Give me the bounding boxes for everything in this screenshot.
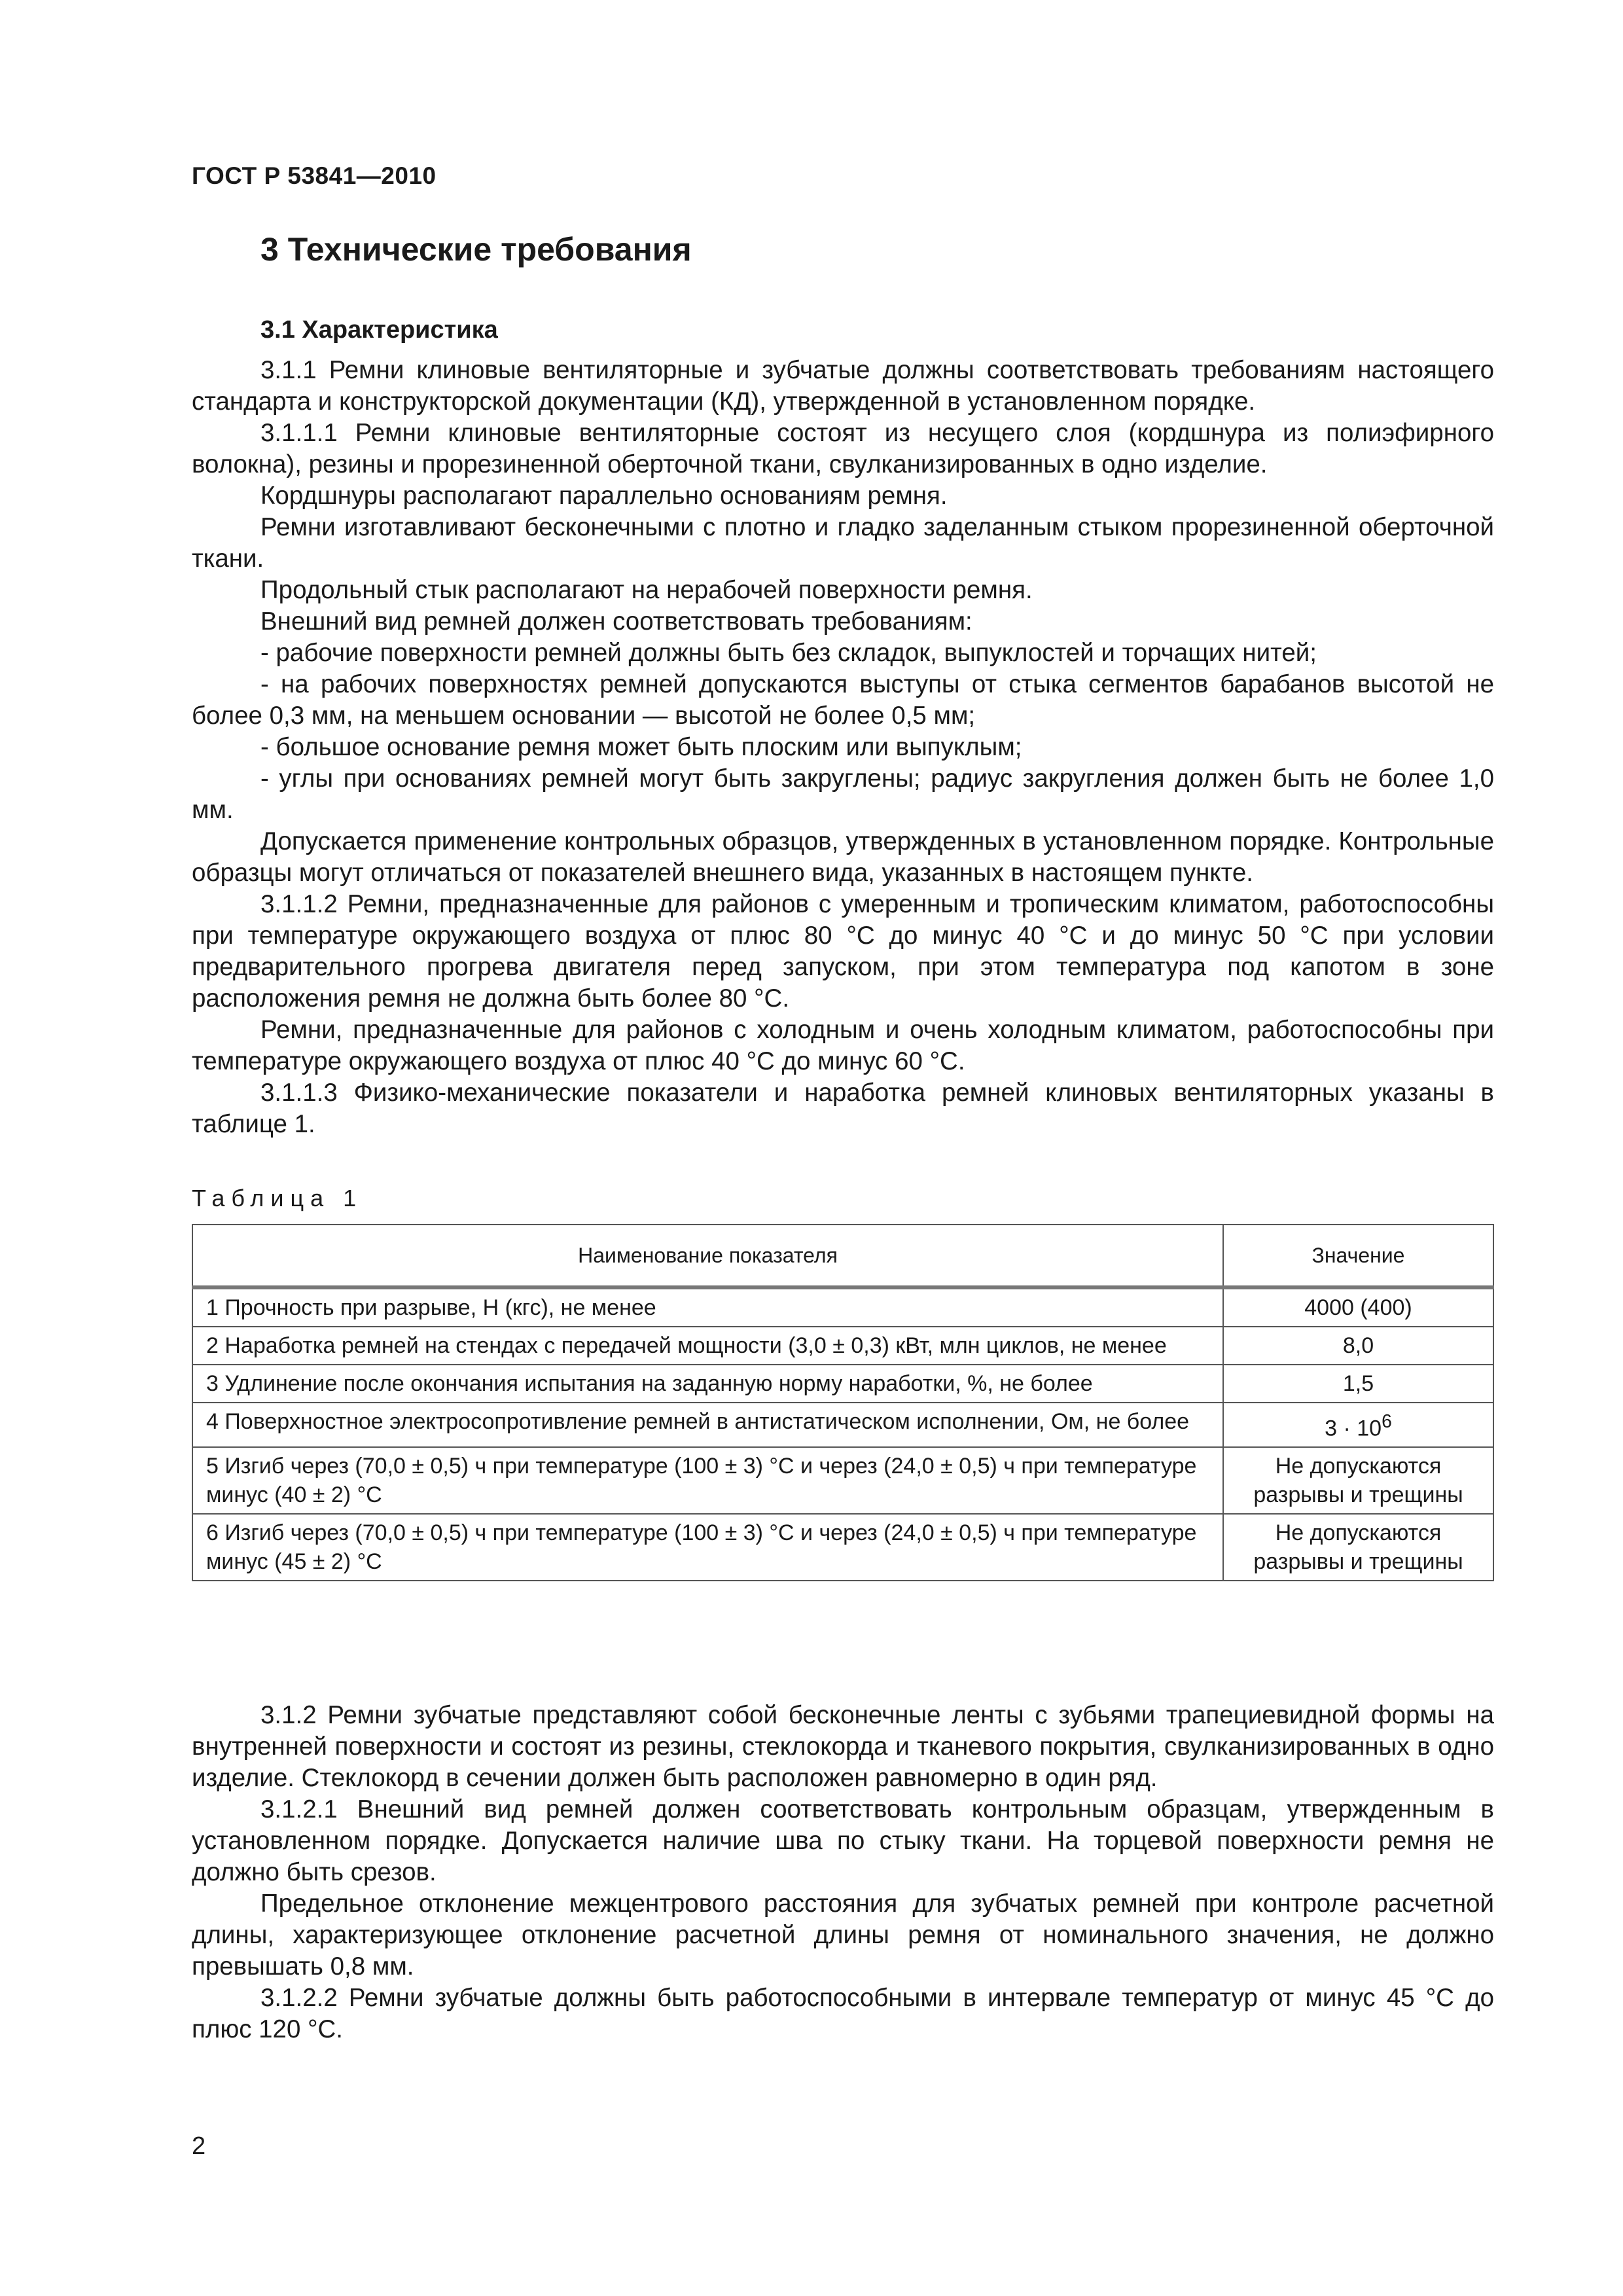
paragraph: Ремни изготавливают бесконечными с плотно и гладко заделанным стыком прорезиненной оберточной ткани. (192, 513, 1494, 573)
page-number: 2 (192, 2132, 206, 2160)
table-row (192, 1514, 1493, 1581)
text-block-bottom (192, 1700, 1494, 2045)
list-item: - большое основание ремня может быть плоским или выпуклым; (260, 733, 1022, 761)
paragraph: Кордшнуры располагают параллельно основаниям ремня. (260, 482, 948, 510)
paragraph: 3.1.1.3 Физико-механические показатели и наработка ремней клиновых вентиляторных указаны в таблице 1. (192, 1079, 1494, 1138)
table-header-row (192, 1225, 1493, 1287)
table-row (192, 1403, 1493, 1447)
table-row (192, 1287, 1493, 1327)
row-value: Не допускаются разрывы и трещины (1223, 1514, 1493, 1581)
table-row (192, 1327, 1493, 1365)
row-name: 2 Наработка ремней на стендах с передачей мощности (3,0 ± 0,3) кВт, млн циклов, не менее (192, 1327, 1223, 1365)
header-name: Наименование показателя (192, 1225, 1223, 1287)
paragraph: 3.1.2 Ремни зубчатые представляют собой бесконечные ленты с зубьями трапециевидной формы на внутренней поверхности и состоят из резины, стеклокорда и тканевого покрытия, свулканизированных в одно изделие. Стеклокорд в сечении должен быть расположен равномерно в один ряд. (192, 1701, 1494, 1792)
table-caption: Таблица 1 (192, 1185, 363, 1211)
data-table (192, 1224, 1494, 1581)
row-name: 6 Изгиб через (70,0 ± 0,5) ч при температуре (100 ± 3) °С и через (24,0 ± 0,5) ч при температуре минус (45 ± 2) °С (192, 1514, 1223, 1581)
list-item: - на рабочих поверхностях ремней допускаются выступы от стыка сегментов барабанов высотой не более 0,3 мм, на меньшем основании — высотой не более 0,5 мм; (192, 670, 1494, 730)
value-base: 3 · 10 (1325, 1416, 1382, 1441)
text-block-top (192, 355, 1494, 1140)
document-code: ГОСТ Р 53841—2010 (192, 162, 437, 189)
row-value: Не допускаются разрывы и трещины (1223, 1447, 1493, 1514)
header-value: Значение (1223, 1225, 1493, 1287)
paragraph: Предельное отклонение межцентрового расстояния для зубчатых ремней при контроле расчетной длины, характеризующее отклонение расчетной длины ремня от номинального значения, не должно превышать 0,8 мм. (192, 1890, 1494, 1981)
table-row (192, 1365, 1493, 1403)
paragraph: Допускается применение контрольных образцов, утвержденных в установленном порядке. Контрольные образцы могут отличаться от показателей внешнего вида, указанных в настоящем пункте. (192, 827, 1494, 887)
row-name: 3 Удлинение после окончания испытания на заданную норму наработки, %, не более (192, 1365, 1223, 1403)
paragraph: Продольный стык располагают на нерабочей поверхности ремня. (260, 576, 1033, 604)
subsection-title: 3.1 Характеристика (260, 316, 498, 344)
row-name: 1 Прочность при разрыве, Н (кгс), не менее (192, 1287, 1223, 1327)
paragraph: 3.1.2.1 Внешний вид ремней должен соответствовать контрольным образцам, утвержденным в установленном порядке. Допускается наличие шва по стыку ткани. На торцевой поверхности ремня не должно быть срезов. (192, 1795, 1494, 1886)
paragraph: 3.1.1.1 Ремни клиновые вентиляторные состоят из несущего слоя (кордшнура из полиэфирного волокна), резины и прорезиненной оберточной ткани, свулканизированных в одно изделие. (192, 419, 1494, 478)
row-value: 4000 (400) (1223, 1287, 1493, 1327)
row-value (1223, 1403, 1493, 1447)
row-name: 4 Поверхностное электросопротивление ремней в антистатическом исполнении, Ом, не более (192, 1403, 1223, 1447)
list-item: - углы при основаниях ремней могут быть закруглены; радиус закругления должен быть не более 1,0 мм. (192, 764, 1494, 824)
paragraph: 3.1.1 Ремни клиновые вентиляторные и зубчатые должны соответствовать требованиям настоящего стандарта и конструкторской документации (КД), утвержденной в установленном порядке. (192, 356, 1494, 416)
paragraph: 3.1.2.2 Ремни зубчатые должны быть работоспособными в интервале температур от минус 45 °С до плюс 120 °С. (192, 1984, 1494, 2043)
paragraph: Ремни, предназначенные для районов с холодным и очень холодным климатом, работоспособны при температуре окружающего воздуха от плюс 40 °С до минус 60 °С. (192, 1016, 1494, 1075)
table-row (192, 1447, 1493, 1514)
section-title: 3 Технические требования (260, 231, 692, 268)
value-exponent: 6 (1382, 1411, 1392, 1432)
row-value: 8,0 (1223, 1327, 1493, 1365)
paragraph: 3.1.1.2 Ремни, предназначенные для районов с умеренным и тропическим климатом, работоспособны при температуре окружающего воздуха от плюс 80 °С до минус 40 °С и до минус 50 °С при условии предварительного прогрева двигателя перед запуском, при этом температура под капотом в зоне расположения ремня не должна быть более 80 °С. (192, 890, 1494, 1013)
list-item: - рабочие поверхности ремней должны быть без складок, выпуклостей и торчащих нитей; (260, 639, 1317, 667)
paragraph: Внешний вид ремней должен соответствовать требованиям: (260, 607, 972, 636)
row-name: 5 Изгиб через (70,0 ± 0,5) ч при температуре (100 ± 3) °С и через (24,0 ± 0,5) ч при температуре минус (40 ± 2) °С (192, 1447, 1223, 1514)
row-value: 1,5 (1223, 1365, 1493, 1403)
